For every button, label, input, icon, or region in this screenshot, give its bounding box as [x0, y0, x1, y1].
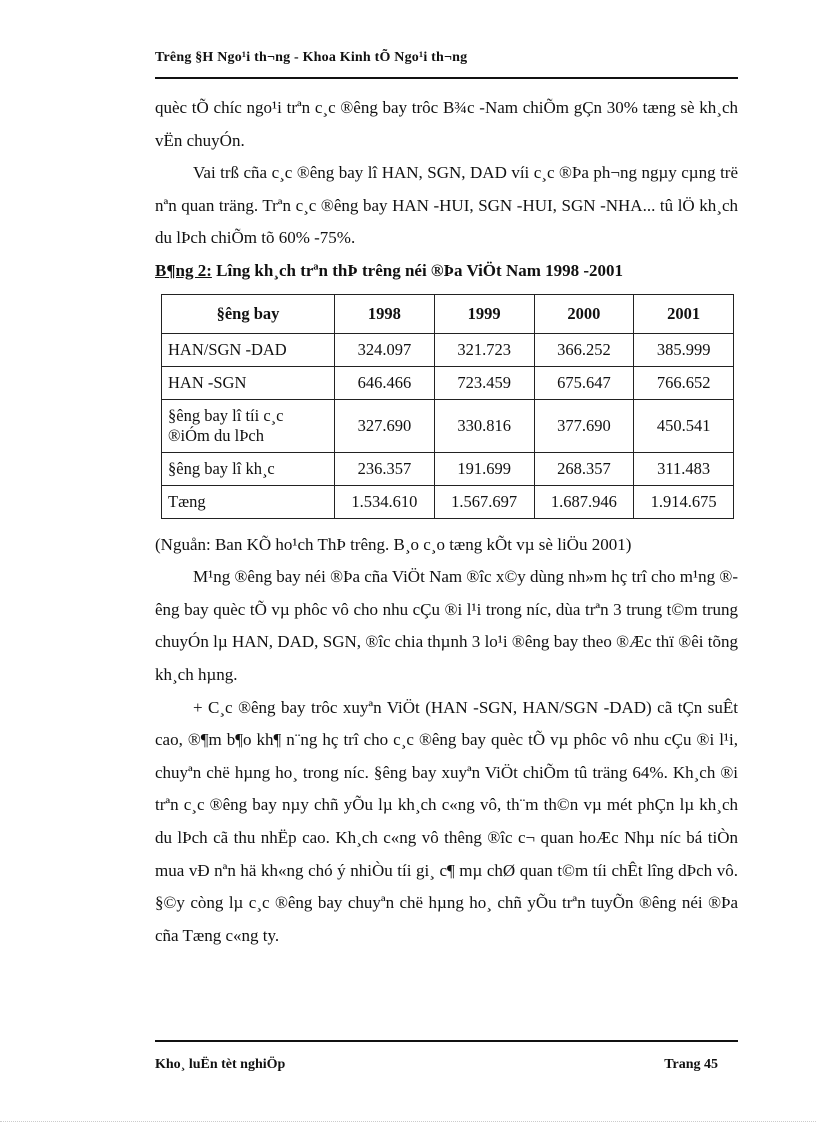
cell-value: 766.652 — [634, 366, 734, 399]
cell-value: 1.687.946 — [534, 485, 634, 518]
header-1999: 1999 — [434, 294, 534, 333]
paragraph-route-role: Vai trß cña c¸c ®êng bay lî HAN, SGN, DAD víi c¸c ®Þa ph¬ng ngµy cµng trë nªn quan träng. Trªn c¸c ®êng bay HAN -HUI, SGN -HUI, SGN -NHA... tû lÖ kh¸ch du lÞch chiÕm tõ 60% -75%. — [155, 163, 738, 248]
page-number: Trang 45 — [664, 1057, 718, 1072]
table-caption-text: Lîng kh¸ch trªn thÞ trêng néi ®Þa ViÖt Nam 1998 -2001 — [211, 260, 624, 280]
table-source: (Nguån: Ban KÕ ho¹ch ThÞ trêng. B¸o c¸o tæng kÕt vµ sè liÖu 2001) — [155, 534, 632, 554]
footer-title: Kho¸ luËn tèt nghiÖp — [155, 1057, 286, 1072]
row-name: Tæng — [162, 485, 335, 518]
table-row — [162, 333, 734, 366]
paragraph-trunk-routes: + C¸c ®êng bay trôc xuyªn ViÖt (HAN -SGN, HAN/SGN -DAD) cã tÇn suÊt cao, ®¶m b¶o kh¶ n¨ng hç trî cho c¸c ®êng bay quèc tÕ vµ phôc vô nhu cÇu ®i l¹i, chuyªn chë hµng ho¸ trong níc. §êng bay xuyªn ViÖt chiÕm tû träng 64%. Kh¸ch ®i trªn c¸c ®êng bay nµy chñ yÕu lµ kh¸ch c«ng vô, th¨m th©n vµ mét phÇn lµ kh¸ch du lÞch cã thu nhËp cao. Kh¸ch c«ng vô thêng ®îc c¬ quan hoÆc Nhµ níc bá tiÒn mua vÐ nªn hä kh«ng chó ý nhiÒu tíi gi¸ c¶ mµ chØ quan t©m tíi chÊt lîng dÞch vô. §©y còng lµ c¸c ®êng bay chuyªn chë hµng ho¸ chñ yÕu trªn tuyÕn ®êng néi ®Þa cña Tæng c«ng ty. — [155, 697, 738, 945]
row-name: HAN -SGN — [162, 366, 335, 399]
table-row — [162, 399, 734, 452]
cell-value: 327.690 — [335, 399, 435, 452]
table-header-row — [162, 294, 734, 333]
table-caption — [155, 255, 738, 288]
paragraph-continued: quèc tÕ chíc ngo¹i trªn c¸c ®êng bay trôc B¾c -Nam chiÕm gÇn 30% tæng sè kh¸ch vËn chuyÓn. — [155, 98, 738, 150]
passenger-table — [161, 294, 734, 519]
row-name: §êng bay lî kh¸c — [162, 452, 335, 485]
cell-value: 450.541 — [634, 399, 734, 452]
header-2001: 2001 — [634, 294, 734, 333]
row-name: §êng bay lî tíi c¸c ®iÓm du lÞch — [162, 399, 335, 452]
cell-value: 321.723 — [434, 333, 534, 366]
header-2000: 2000 — [534, 294, 634, 333]
cell-value: 385.999 — [634, 333, 734, 366]
cell-value: 646.466 — [335, 366, 435, 399]
row-name: HAN/SGN -DAD — [162, 333, 335, 366]
cell-value: 723.459 — [434, 366, 534, 399]
cell-value: 236.357 — [335, 452, 435, 485]
cell-value: 268.357 — [534, 452, 634, 485]
footer-rule — [155, 1040, 738, 1042]
page-body — [155, 92, 738, 952]
cell-value: 1.567.697 — [434, 485, 534, 518]
table-row — [162, 366, 734, 399]
cell-value: 191.699 — [434, 452, 534, 485]
table-caption-label: B¶ng 2: — [155, 260, 212, 280]
cell-value: 330.816 — [434, 399, 534, 452]
running-header: Trêng §H Ngo¹i th¬ng - Khoa Kinh tÕ Ngo¹i th¬ng — [155, 50, 468, 65]
table-row — [162, 452, 734, 485]
cell-value: 366.252 — [534, 333, 634, 366]
header-route: §êng bay — [162, 294, 335, 333]
header-rule — [155, 77, 738, 79]
cell-value: 311.483 — [634, 452, 734, 485]
cell-value: 324.097 — [335, 333, 435, 366]
cell-value: 1.534.610 — [335, 485, 435, 518]
cell-value: 377.690 — [534, 399, 634, 452]
header-1998: 1998 — [335, 294, 435, 333]
table-total-row — [162, 485, 734, 518]
cell-value: 675.647 — [534, 366, 634, 399]
paragraph-network: M¹ng ®êng bay néi ®Þa cña ViÖt Nam ®îc x©y dùng nh»m hç trî cho m¹ng ®êng bay quèc tÕ vµ phôc vô cho nhu cÇu ®i l¹i trong níc, dùa trªn 3 trung t©m trung chuyÓn lµ HAN, DAD, SGN, ®îc chia thµnh 3 lo¹i ®êng bay theo ®Æc thï ®êi tõng kh¸ch hµng. — [155, 567, 738, 684]
cell-value: 1.914.675 — [634, 485, 734, 518]
